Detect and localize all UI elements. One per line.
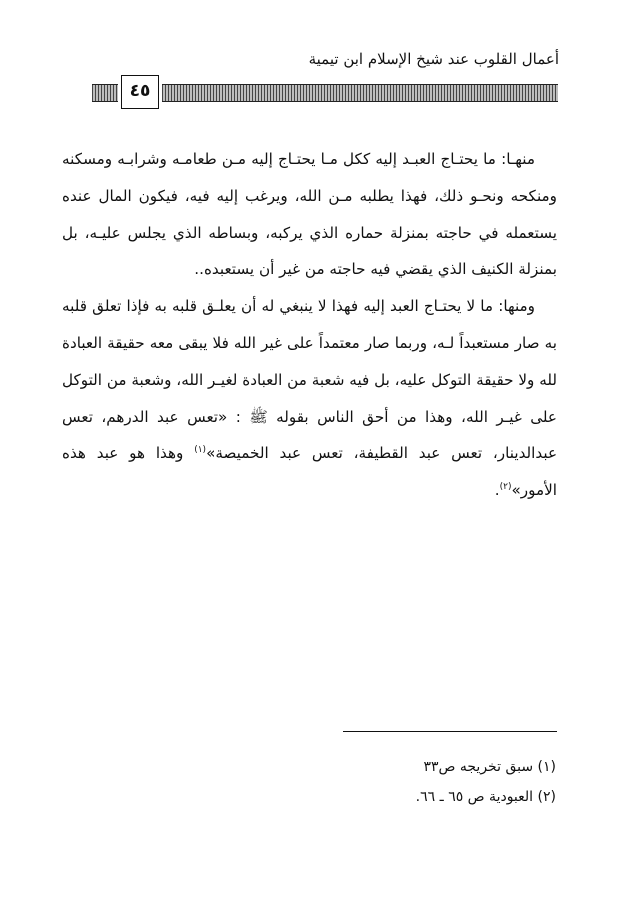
footnote-2-text: العبودية ص ٦٥ ـ ٦٦. bbox=[415, 789, 534, 805]
main-text bbox=[62, 141, 557, 509]
page-number: ٤٥ bbox=[121, 75, 159, 109]
footnotes bbox=[300, 752, 556, 812]
header-decorative-band-left bbox=[92, 84, 118, 102]
footnote-reference-2: (٢) bbox=[499, 482, 512, 493]
paragraph-2-main-text: ومنها: ما لا يحتـاج العبد إليه فهذا لا ينبغي له أن يعلـق قلبه به فإذا تعلق قلبه به صار مستعبداً لـه، وربما صار معتمداً على غير الله فلا يبقى معه حقيقة العبادة لله ولا حقيقة التوكل عليه، بل فيه شعبة من العبادة لغيـر الله، وشعبة من التوكل على غيـر الله، وهذا من أحق الناس بقوله ﷺ : «تعس عبد الدرهم، تعس عبدالدينار، تعس عبد القطيفة، تعس عبد الخميصة» bbox=[62, 297, 557, 463]
paragraph-1: منهـا: ما يحتـاج العبـد إليه ككل مـا يحتـاج إليه مـن طعامـه وشرابـه ومسكنه ومنكحه ونحـو ذلك، فهذا يطلبه مـن الله، ويرغب إليه فيه، فيكون المال عنده يستعمله في حاجته بمنزلة حماره الذي يركبه، وبساطه الذي يجلس عليـه، بل بمنزلة الكنيف الذي يقضي فيه حاجته من غير أن يستعبده.. bbox=[62, 150, 557, 279]
paragraph-2-middle-text: وهذا هو عبد هذه الأمور» bbox=[62, 444, 557, 500]
footnote-divider bbox=[343, 731, 557, 732]
footnote-2 bbox=[300, 782, 556, 812]
footnote-1-text: سبق تخريجه ص٣٣ bbox=[423, 759, 534, 775]
footnote-reference-1: (١) bbox=[194, 445, 207, 456]
paragraph-2 bbox=[62, 288, 557, 509]
header-decorative-band-right bbox=[162, 84, 558, 102]
footnote-1-marker: (١) bbox=[537, 759, 556, 775]
footnote-2-marker: (٢) bbox=[537, 789, 556, 805]
paragraph-2-final-punctuation: . bbox=[494, 481, 500, 500]
running-title: أعمال القلوب عند شيخ الإسلام ابن تيمية bbox=[308, 50, 559, 68]
footnote-1 bbox=[300, 752, 556, 782]
